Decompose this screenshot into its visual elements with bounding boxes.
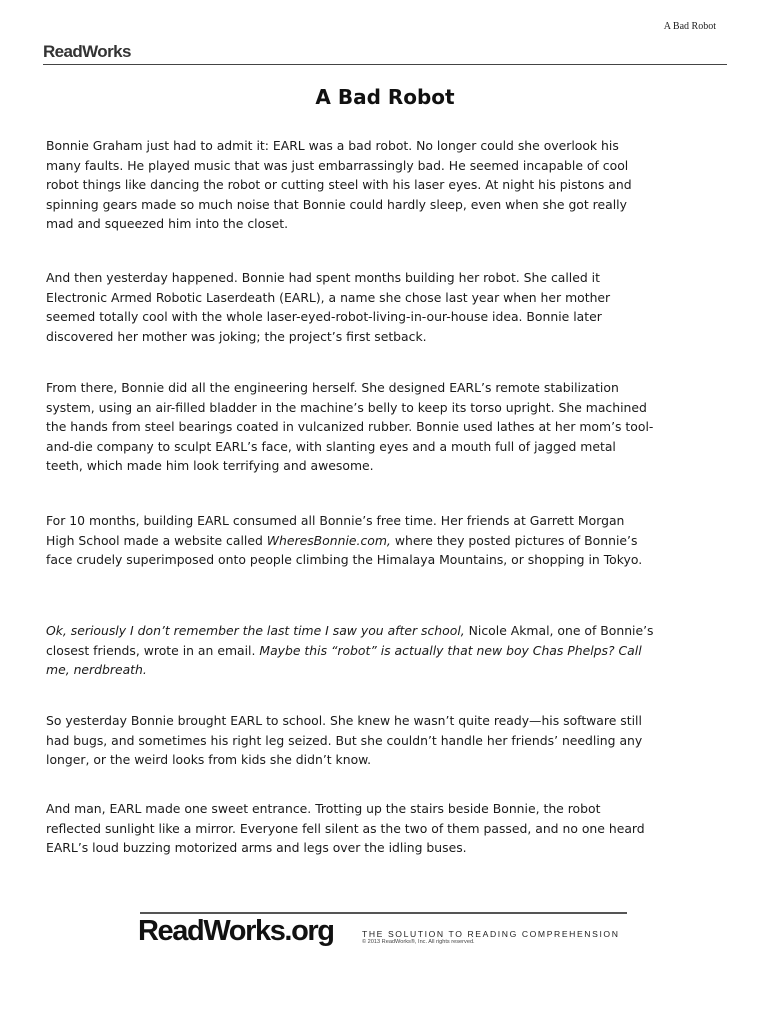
story-title: A Bad Robot bbox=[315, 85, 455, 109]
paragraph bbox=[46, 136, 656, 234]
italic-text-segment: Ok, seriously I don’t remember the last time I saw you after school, bbox=[46, 623, 465, 638]
copyright-notice: © 2013 ReadWorks®, Inc. All rights reserved. bbox=[362, 939, 475, 945]
text-segment: From there, Bonnie did all the engineering herself. She designed EARL’s remote stabilization system, using an air-filled bladder in the machine’s belly to keep its torso upright. She machined the hands from steel bearings coated in vulcanized rubber. Bonnie used lathes at her mom’s tool-and-die company to sculpt EARL’s face, with slanting eyes and a mouth full of jagged metal teeth, which made him look terrifying and awesome. bbox=[46, 380, 654, 474]
italic-text-segment: WheresBonnie.com, bbox=[266, 532, 391, 548]
text-segment: where they posted pictures of Bonnie’s face crudely superimposed onto people climbing the Himalaya Mountains, or shopping in Tokyo. bbox=[46, 532, 643, 568]
text-segment: So yesterday Bonnie brought EARL to school. She knew he wasn’t quite ready—his software still had bugs, and sometimes his right leg seized. But she couldn’t handle her friends’ needling any longer, or the weird looks from kids she didn’t know. bbox=[46, 713, 643, 768]
footer-divider bbox=[140, 912, 627, 914]
paragraph bbox=[46, 511, 656, 570]
text-segment: Nicole Akmal, one of Bonnie’s closest friends, wrote in an email. bbox=[46, 623, 654, 658]
footer-tagline: THE SOLUTION TO READING COMPREHENSION bbox=[362, 929, 620, 939]
paragraph bbox=[46, 268, 656, 346]
paragraph bbox=[46, 621, 656, 680]
footer-logo: ReadWorks.org bbox=[138, 915, 334, 947]
paragraph bbox=[46, 711, 656, 770]
text-segment: And man, EARL made one sweet entrance. Trotting up the stairs beside Bonnie, the robot reflected sunlight like a mirror. Everyone fell silent as the two of them passed, and no one heard EARL’s loud buzzing motorized arms and legs over the idling buses. bbox=[46, 801, 645, 856]
text-segment: And then yesterday happened. Bonnie had spent months building her robot. She called it Electronic Armed Robotic Laserdeath (EARL), a name she chose last year when her mother seemed totally cool with the whole laser-eyed-robot-living-in-our-house idea. Bonnie later discovered her mother was joking; the project’s first setback. bbox=[46, 270, 611, 344]
header-divider bbox=[43, 64, 727, 65]
running-head: A Bad Robot bbox=[663, 21, 716, 32]
paragraph bbox=[46, 378, 656, 476]
text-segment: For 10 months, building EARL consumed all Bonnie’s free time. Her friends at Garrett Morgan High School made a website called bbox=[46, 513, 625, 548]
text-segment: Bonnie Graham just had to admit it: EARL was a bad robot. No longer could she overlook his many faults. He played music that was just embarrassingly bad. He seemed incapable of cool robot things like dancing the robot or cutting steel with his laser eyes. At night his pistons and spinning gears made so much noise that Bonnie could hardly sleep, even when she got really mad and squeezed him into the closet. bbox=[46, 138, 632, 232]
italic-text-segment: Maybe this “robot” is actually that new boy Chas Phelps? Call me, nerdbreath. bbox=[46, 642, 642, 678]
paragraph bbox=[46, 799, 656, 858]
readworks-logo: ReadWorks bbox=[43, 42, 131, 61]
